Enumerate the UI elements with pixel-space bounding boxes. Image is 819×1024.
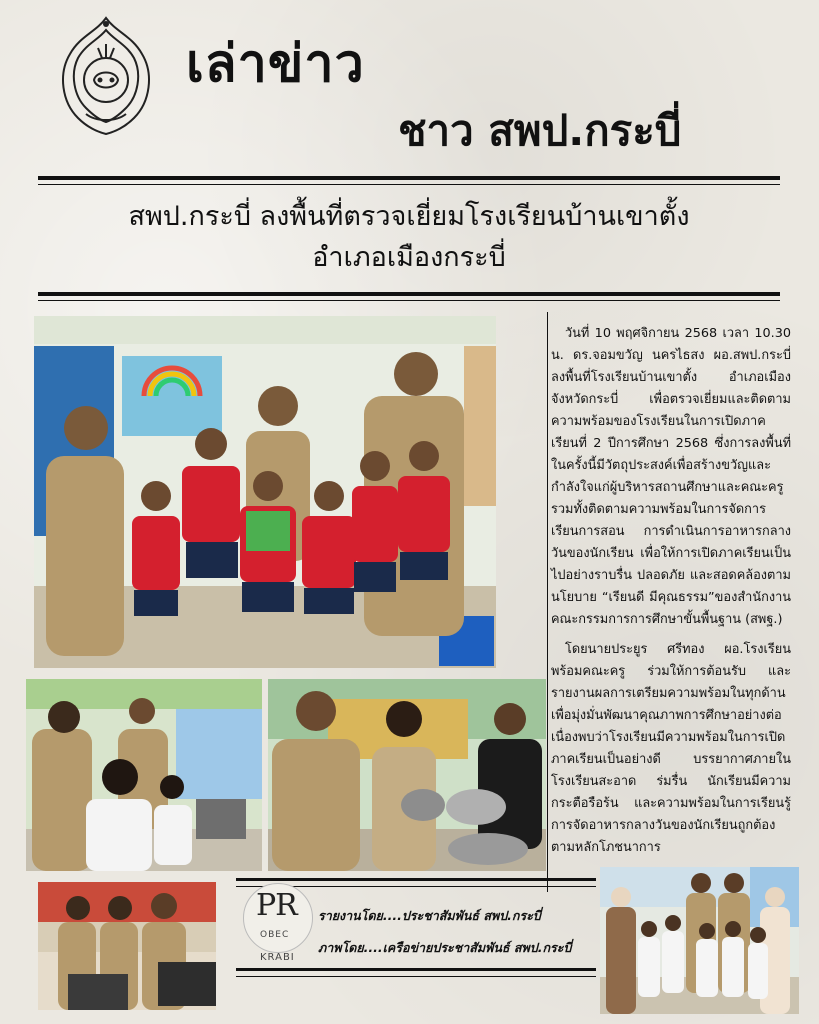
photo-office (38, 882, 216, 1010)
obec-krabi-logo (46, 14, 166, 142)
masthead-title: เล่าข่าว (186, 34, 365, 94)
photographer-credit: ภาพโดย....เครือข่ายประชาสัมพันธ์ สพป.กระบี่ (318, 940, 572, 955)
photo-group (600, 867, 799, 1014)
masthead-subtitle: ชาว สพป.กระบี่ (398, 106, 682, 155)
main-photo (34, 316, 496, 668)
top-rule-thin (38, 184, 780, 185)
credit-rule-top (236, 878, 596, 881)
credit-rule-bottom (236, 968, 596, 971)
article-body (551, 323, 791, 867)
headline-rule (38, 292, 780, 296)
reporter-credit: รายงานโดย....ประชาสัมพันธ์ สพป.กระบี่ (318, 908, 541, 923)
headline-line1: สพป.กระบี่ ลงพื้นที่ตรวจเยี่ยมโรงเรียนบ้านเขาตั้ง (128, 201, 690, 232)
top-rule (38, 176, 780, 180)
photo-classroom (26, 679, 262, 871)
pr-badge-line2: KRABI (260, 952, 295, 963)
headline (38, 197, 780, 278)
pr-badge-letters: PR (256, 888, 297, 923)
credit-rule-bottom-thin (236, 976, 596, 977)
headline-line2: อำเภอเมืองกระบี่ (312, 241, 506, 273)
pr-badge-line1: OBEC (260, 930, 290, 940)
headline-rule-thin (38, 300, 780, 301)
column-divider (547, 312, 548, 892)
article-paragraph-2: โดยนายประยูร ศรีทอง ผอ.โรงเรียนพร้อมคณะครู ร่วมให้การต้อนรับ และรายงานผลการเตรียมความพร้อมในทุกด้าน เพื่อมุ่งมั่นพัฒนาคุณภาพการศึกษาอย่างต่อเนื่องพบว่าโรงเรียนมีความพร้อมในการเปิดภาคเรียนเป็นอย่างดี บรรยากาศภายในโรงเรียนสะอาด ร่มรื่น นักเรียนมีความกระตือรือร้น และความพร้อมในการเรียนรู้ การจัดอาหารกลางวันของนักเรียนถูกต้องตามหลักโภชนาการ (551, 642, 791, 855)
article-paragraph-1: วันที่ 10 พฤศจิกายน 2568 เวลา 10.30 น. ดร.จอมขวัญ นครไธสง ผอ.สพป.กระบี่ ลงพื้นที่โรงเรียนบ้านเขาตั้ง อำเภอเมือง จังหวัดกระบี่ เพื่อตรวจเยี่ยมและติดตามความพร้อมของโรงเรียนในการเปิดภาคเรียนที่ 2 ปีการศึกษา 2568 ซึ่งการลงพื้นที่ในครั้งนี้มีวัตถุประสงค์เพื่อสร้างขวัญและกำลังใจแก่ผู้บริหารสถานศึกษาและคณะครู รวมทั้งติดตามความพร้อมในการจัดการเรียนการสอน การดำเนินการอาหารกลางวันของนักเรียน เพื่อให้การเปิดภาคเรียนเป็นไปอย่างราบรื่น ปลอดภัย และสอดคล้องตามนโยบาย “เรียนดี มีคุณธรรม”ของสำนักงานคณะกรรมการการศึกษาขั้นพื้นฐาน (สพฐ.) (551, 326, 791, 627)
photo-kitchen (268, 679, 546, 871)
